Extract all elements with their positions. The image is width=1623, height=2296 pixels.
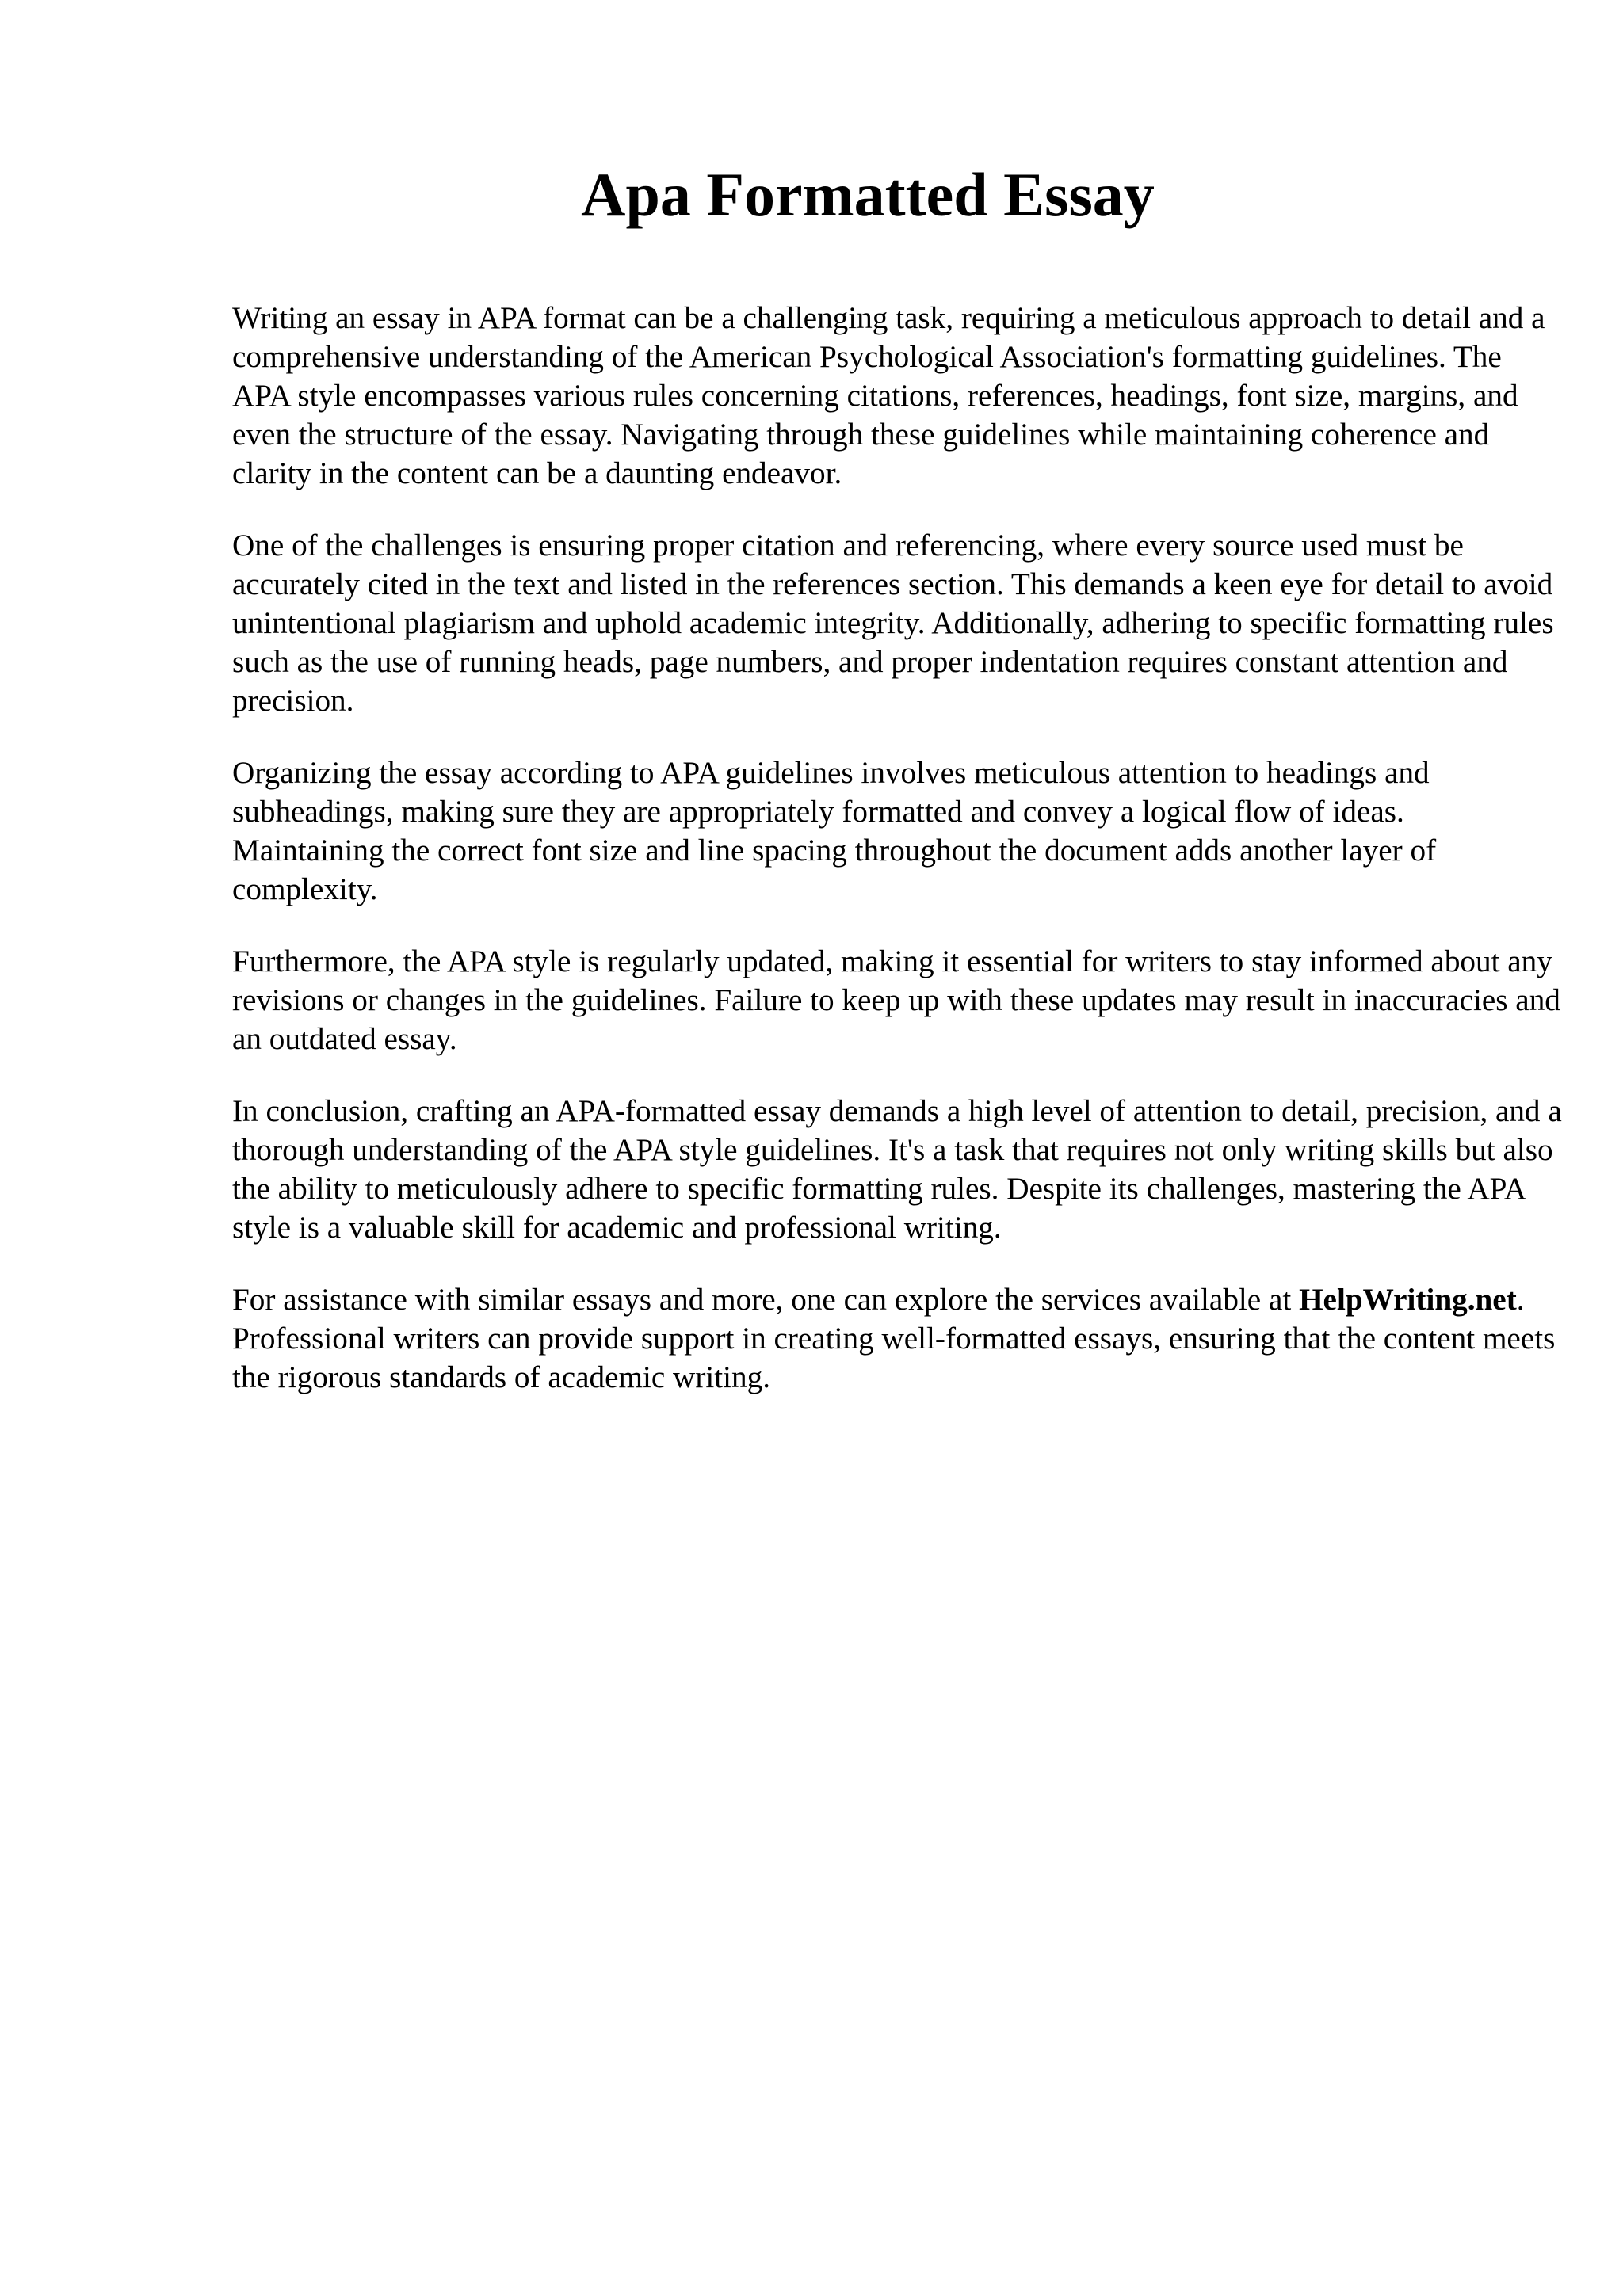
essay-paragraph-4: Furthermore, the APA style is regularly updated, making it essential for writers to stay informed about any revisions or changes in the guidelines. Failure to keep up with these updates may result in inaccuracies and an outdated essay. — [232, 944, 1560, 1056]
closing-text-before: For assistance with similar essays and more, one can explore the services available at — [232, 1283, 1300, 1317]
essay-paragraph-5: In conclusion, crafting an APA-formatted essay demands a high level of attention to detail, precision, and a thorough understanding of the APA style guidelines. It's a task that requires not only writing skills but also the ability to meticulously adhere to specific formatting rules. Despite its challenges, mastering the APA style is a valuable skill for academic and professional writing. — [232, 1094, 1562, 1245]
closing-text-after: . Professional writers can provide support in creating well-formatted essays, ensuring that the content meets the rigorous standards of academic writing. — [232, 1283, 1556, 1394]
essay-body — [232, 299, 1564, 1430]
essay-paragraph-3: Organizing the essay according to APA guidelines involves meticulous attention to headings and subheadings, making sure they are appropriately formatted and convey a logical flow of ideas. Maintaining the correct font size and line spacing throughout the document adds another layer of complexity. — [232, 756, 1437, 906]
page-title: Apa Formatted Essay — [581, 160, 1155, 229]
helpwriting-brand: HelpWriting.net — [1299, 1283, 1517, 1317]
essay-paragraph-2: One of the challenges is ensuring proper citation and referencing, where every source used must be accurately cited in the text and listed in the references section. This demands a keen eye for detail to avoid unintentional plagiarism and uphold academic integrity. Additionally, adhering to specific formatting rules such as the use of running heads, page numbers, and proper indentation requires constant attention and precision. — [232, 528, 1554, 718]
closing-paragraph — [232, 1280, 1564, 1397]
essay-paragraph-1: Writing an essay in APA format can be a challenging task, requiring a meticulous approach to detail and a comprehensive understanding of the American Psychological Association's formatting guidelines. The APA style encompasses various rules concerning citations, references, headings, font size, margins, and even the structure of the essay. Navigating through these guidelines while maintaining coherence and clarity in the content can be a daunting endeavor. — [232, 301, 1545, 490]
